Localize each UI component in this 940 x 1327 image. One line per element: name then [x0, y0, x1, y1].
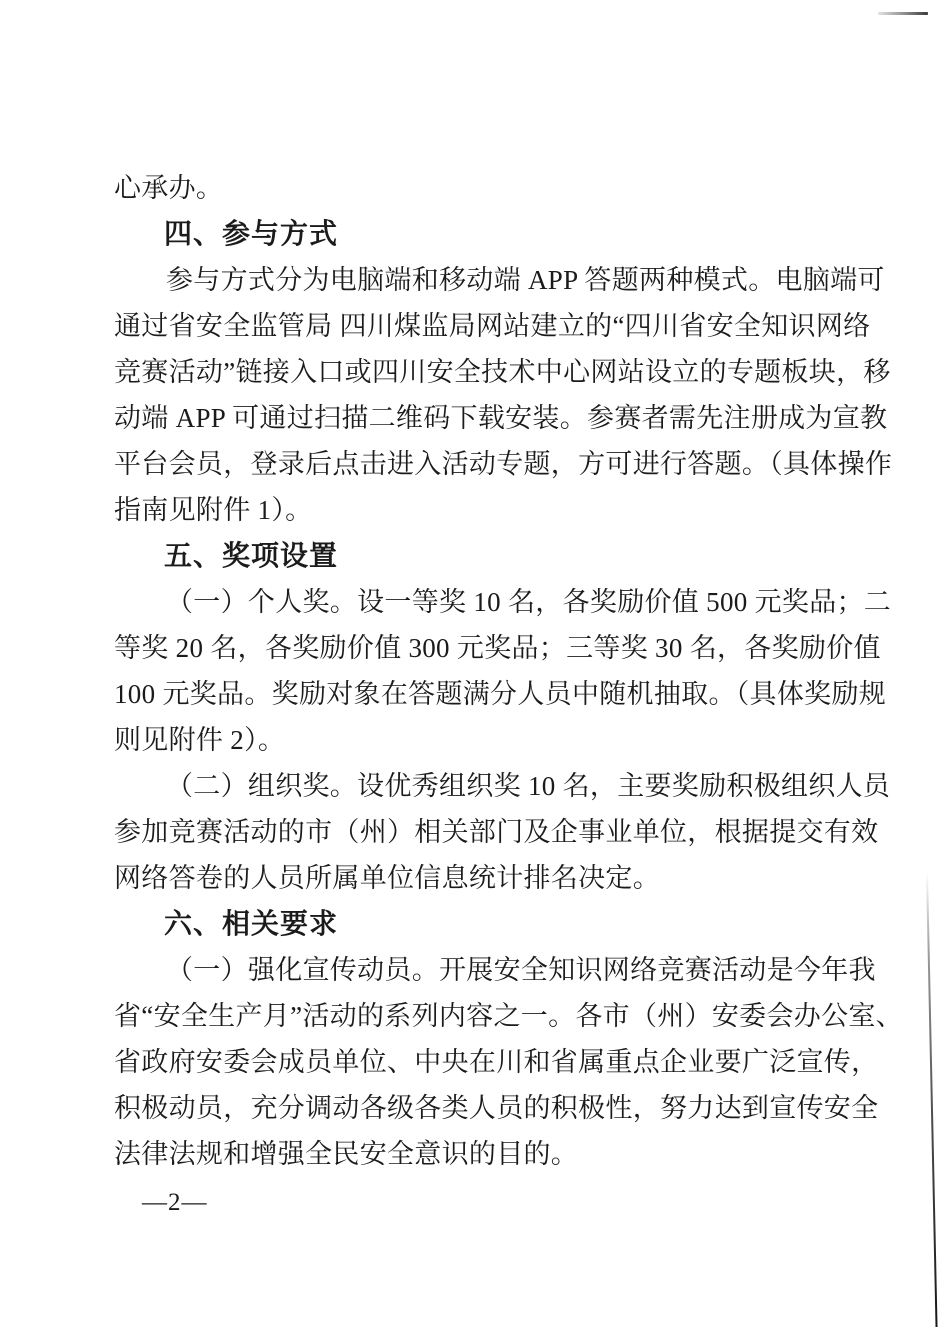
- body-line: 平台会员，登录后点击进入活动专题，方可进行答题。（具体操作: [114, 449, 893, 479]
- body-line: 法律法规和增强全民安全意识的目的。: [114, 1139, 579, 1169]
- body-line: 积极动员，充分调动各级各类人员的积极性，努力达到宣传安全: [114, 1093, 879, 1123]
- body-line: （一）强化宣传动员。开展安全知识网络竞赛活动是今年我: [166, 955, 876, 985]
- body-line: 参与方式分为电脑端和移动端 APP 答题两种模式。电脑端可: [166, 265, 885, 295]
- section-heading-awards: 五、奖项设置: [164, 540, 339, 571]
- body-line: （二）组织奖。设优秀组织奖 10 名，主要奖励积极组织人员: [166, 771, 891, 801]
- body-line: 动端 APP 可通过扫描二维码下载安装。参赛者需先注册成为宣教: [114, 403, 888, 433]
- body-line: 等奖 20 名，各奖励价值 300 元奖品；三等奖 30 名，各奖励价值: [114, 633, 881, 663]
- section-heading-participation: 四、参与方式: [164, 218, 339, 249]
- body-line: 省政府安委会成员单位、中央在川和省属重点企业要广泛宣传，: [114, 1047, 879, 1077]
- body-line: 指南见附件 1）。: [114, 495, 313, 525]
- page-number: —2—: [142, 1189, 208, 1216]
- body-line: 则见附件 2）。: [114, 725, 286, 755]
- body-line: 省“安全生产月”活动的系列内容之一。各市（州）安委会办公室、: [114, 1001, 903, 1031]
- body-line: 竞赛活动”链接入口或四川安全技术中心网站设立的专题板块，移: [114, 357, 891, 387]
- body-line: （一）个人奖。设一等奖 10 名，各奖励价值 500 元奖品；二: [166, 587, 892, 617]
- paragraph-continuation-line: 心承办。: [114, 173, 224, 203]
- body-line: 网络答卷的人员所属单位信息统计排名决定。: [114, 863, 660, 893]
- body-line: 100 元奖品。奖励对象在答题满分人员中随机抽取。（具体奖励规: [114, 679, 887, 709]
- scan-artifact-top-line: [878, 12, 928, 15]
- section-heading-requirements: 六、相关要求: [164, 908, 339, 939]
- body-line: 通过省安全监管局 四川煤监局网站建立的“四川省安全知识网络: [114, 311, 871, 341]
- scan-artifact-right-edge-line: [926, 872, 938, 1327]
- document-body: [114, 165, 903, 1177]
- body-line: 参加竞赛活动的市（州）相关部门及企事业单位，根据提交有效: [114, 817, 879, 847]
